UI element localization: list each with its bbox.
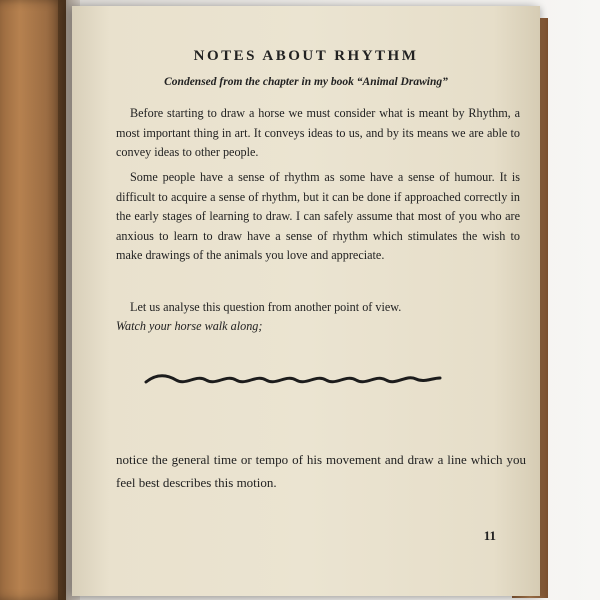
rhythm-wave-line — [144, 370, 444, 392]
paragraph-2: Some people have a sense of rhythm as some have a sense of humour. It is difficult to acquire a sense of rhythm, but it can be done if approached correctly in the early stages of learning to draw. I can safely assume that most of you who are anxious to learn to draw have a sense of rhythm which stimulates the wish to make drawings of the animals you love and appreciate. — [116, 170, 520, 262]
book-page — [72, 6, 540, 596]
page-subtitle: Condensed from the chapter in my book “Animal Drawing” — [164, 76, 448, 88]
italic-instruction: Watch your horse walk along; — [116, 319, 263, 333]
page-content — [72, 6, 540, 596]
page-number: 11 — [483, 528, 496, 543]
closing-paragraph: notice the general time or tempo of his movement and draw a line which you feel best describes this motion. — [116, 452, 526, 490]
book-cover-left — [0, 0, 66, 600]
paragraph-3: Let us analyse this question from another point of view. — [130, 300, 402, 314]
page-title: NOTES ABOUT RHYTHM — [193, 48, 419, 64]
paragraph-1: Before starting to draw a horse we must consider what is meant by Rhythm, a most important thing in art. It conveys ideas to us, and by its means we are able to convey ideas to other people. — [116, 106, 520, 159]
